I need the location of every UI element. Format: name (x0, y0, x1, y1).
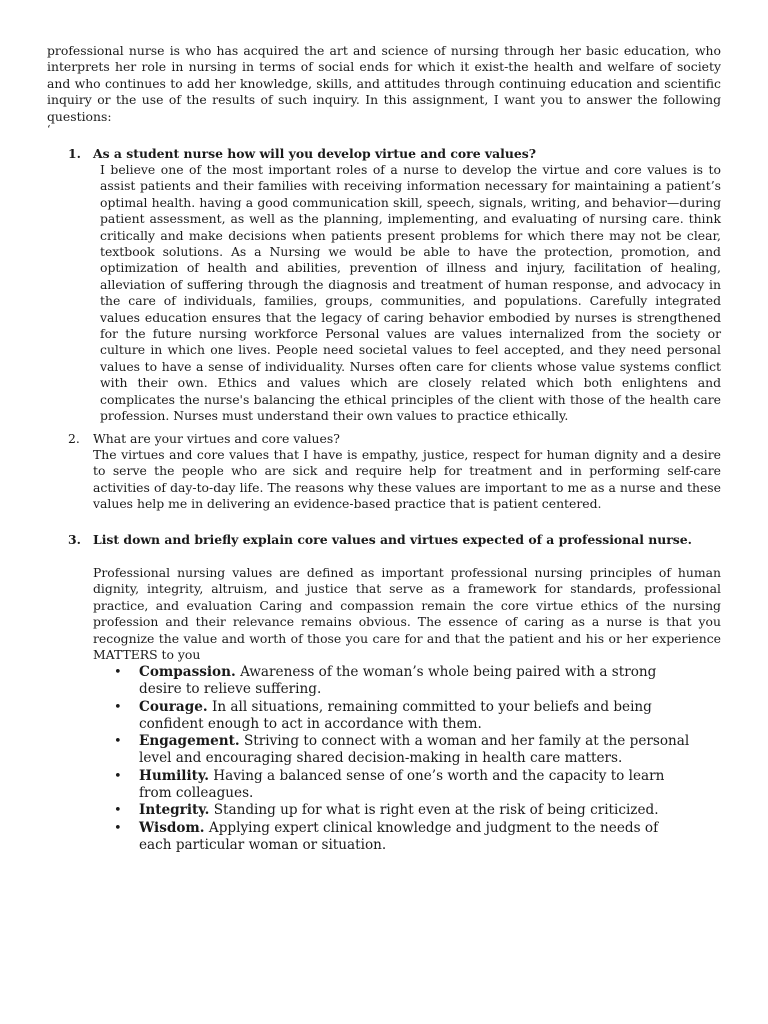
list-item (112, 664, 692, 698)
question-3-answer: Professional nursing values are defined as important professional nursing principles of human dignity, integrity, altruism, and justice that serve as a framework for standards, professional practice, and evaluation Caring and compassion remain the core virtue ethics of the nursing profession and their relevance remains obvious. The essence of caring as a nurse is that you recognize the value and worth of those you care for and that the patient and his or her experience MATTERS to you (93, 565, 721, 663)
bullet-icon: • (114, 665, 122, 680)
list-item (112, 699, 692, 733)
value-term: Humility. (139, 767, 209, 784)
value-description: In all situations, remaining committed to your beliefs and being confident enough to act in accordance with them. (139, 698, 652, 732)
value-term: Integrity. (139, 802, 210, 819)
value-term: Compassion. (139, 664, 236, 680)
question-1-title: As a student nurse how will you develop virtue and core values? (93, 146, 536, 161)
bullet-icon: • (114, 803, 122, 819)
question-2-number: 2. (68, 431, 80, 446)
question-3-number: 3. (68, 532, 81, 547)
bullet-icon: • (114, 768, 122, 784)
question-2-title: What are your virtues and core values? (93, 431, 340, 446)
value-description: Having a balanced sense of one’s worth and the capacity to learn from colleagues. (139, 767, 665, 801)
list-item (112, 768, 692, 802)
question-3-title: List down and briefly explain core values and virtues expected of a professional nurse. (93, 532, 692, 547)
value-description: Striving to connect with a woman and her family at the personal level and encouraging shared decision-making in health care matters. (139, 733, 690, 767)
intro-paragraph: professional nurse is who has acquired the art and science of nursing through her basic education, who interprets her role in nursing in terms of social ends for which it exist-the health and welfare of society and who continues to add her knowledge, skills, and attitudes through continuing education and scientific inquiry or the use of the results of such inquiry. In this assignment, I want you to answer the following questions: (47, 43, 721, 124)
value-description: Applying expert clinical knowledge and judgment to the needs of each particular woman or situation. (139, 819, 659, 853)
question-1-number: 1. (68, 146, 81, 161)
question-1-answer: I believe one of the most important roles of a nurse to develop the virtue and core values is to assist patients and their families with receiving information necessary for maintaining a patient’s optimal health. having a good communication skill, speech, signals, writing, and behavior—during patient assessment, as well as the planning, implementing, and evaluating of nursing care. think critically and make decisions when patients present problems for which there may not be clear, textbook solutions. As a Nursing we would be able to have the protection, promotion, and optimization of health and abilities, prevention of illness and injury, facilitation of healing, alleviation of suffering through the diagnosis and treatment of human response, and advocacy in the care of individuals, families, groups, communities, and populations. Carefully integrated values education ensures that the legacy of caring behavior embodied by nurses is strengthened for the future nursing workforce Personal values are values internalized from the society or culture in which one lives. People need societal values to feel accepted, and they need personal values to have a sense of individuality. Nurses often care for clients whose value systems conflict with their own. Ethics and values which are closely related which both enlightens and complicates the nurse's balancing the ethical principles of the client with those of the health care profession. Nurses must understand their own values to practice ethically. (100, 162, 721, 424)
list-item (112, 802, 692, 819)
value-term: Courage. (139, 698, 208, 715)
bullet-icon: • (114, 734, 122, 750)
value-description: Awareness of the woman’s whole being paired with a strong desire to relieve suffering. (139, 664, 657, 697)
value-term: Wisdom. (139, 819, 205, 836)
bullet-icon: • (114, 699, 122, 715)
stray-mark: ‘ (47, 123, 51, 136)
question-2-answer: The virtues and core values that I have is empathy, justice, respect for human dignity and a desire to serve the people who are sick and require help for treatment and in performing self-care activities of day-to-day life. The reasons why these values are important to me as a nurse and these values help me in delivering an evidence-based practice that is patient centered. (93, 447, 721, 512)
value-description: Standing up for what is right even at the risk of being criticized. (213, 802, 659, 819)
list-item (112, 733, 692, 767)
core-values-list (112, 664, 692, 855)
value-term: Engagement. (139, 733, 240, 750)
list-item (112, 820, 692, 854)
bullet-icon: • (114, 820, 122, 836)
